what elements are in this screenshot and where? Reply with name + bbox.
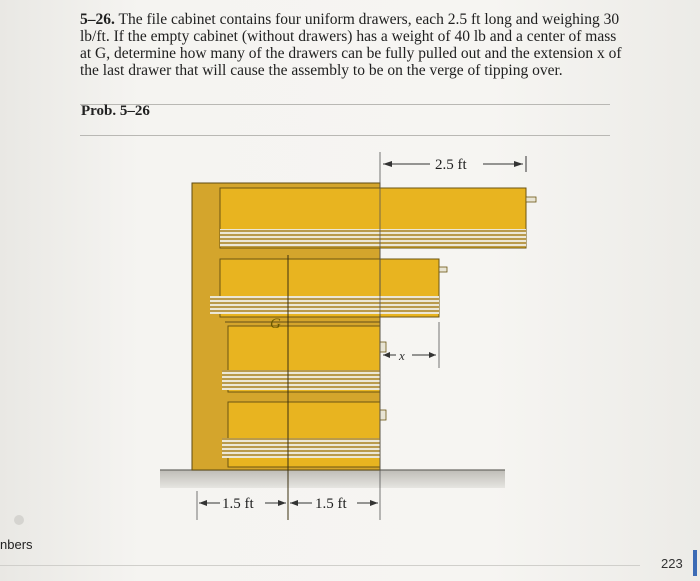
bottom-right-arrow-a (290, 500, 298, 506)
page-number: 223 (661, 556, 683, 571)
margin-side-text: nbers (0, 537, 33, 552)
extension-arrow-left (383, 352, 390, 358)
drawer-3-handle (380, 342, 386, 352)
drawer-1-rails (220, 229, 526, 247)
problem-text: The file cabinet contains four uniform drawers, each 2.5 ft long and weighing 30 lb/ft. If the empty cabinet (without drawers) has a weight of 40 lb and a center of mass at G, determine how many of the drawers can be fully pulled out and the extension x of the last drawer that will cause the assembly to be on the verge of tipping over. (80, 11, 622, 79)
bottom-left-arrow-b (278, 500, 286, 506)
drawer-4-rails (222, 438, 380, 458)
top-dimension-arrow-left (383, 161, 392, 167)
top-dimension-arrow-right (514, 161, 523, 167)
floor (160, 470, 505, 488)
extension-label: x (399, 348, 405, 363)
top-dimension-label: 2.5 ft (435, 157, 467, 173)
bottom-left-dimension-label: 1.5 ft (222, 496, 254, 512)
bottom-right-dimension-label: 1.5 ft (315, 496, 347, 512)
drawer-2-handle (439, 267, 447, 272)
problem-number: 5–26. (80, 11, 115, 28)
drawer-2-rails (210, 296, 439, 314)
drawer-4-handle (380, 410, 386, 420)
drawer-3-rails (222, 370, 380, 390)
footer-rule (0, 565, 640, 566)
figure-label: Prob. 5–26 (81, 103, 150, 119)
page-edge-bar (693, 550, 697, 576)
margin-mark (14, 515, 24, 525)
bottom-left-arrow-a (199, 500, 207, 506)
extension-arrow-right (429, 352, 436, 358)
bottom-right-arrow-b (370, 500, 378, 506)
drawer-1-handle (526, 197, 536, 202)
center-of-mass-label: G (270, 316, 281, 332)
